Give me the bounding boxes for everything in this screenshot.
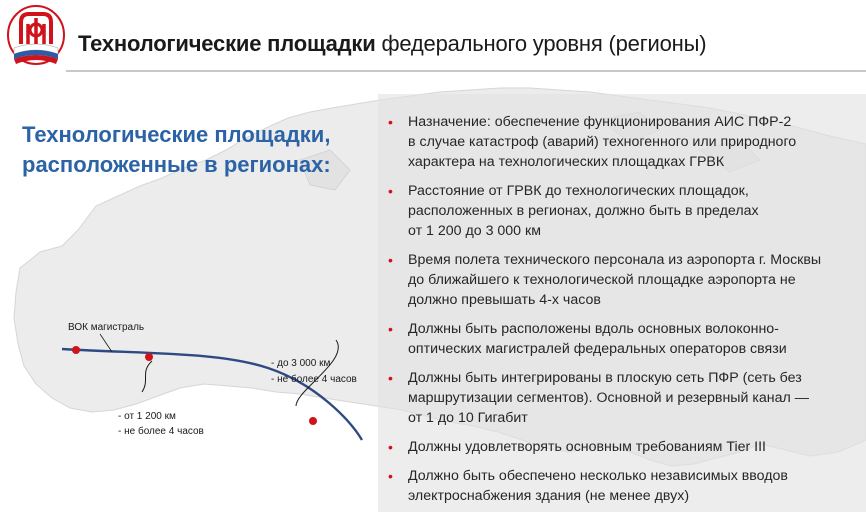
list-item: • Назначение: обеспечение функционирования АИС ПФР-2 в случае катастроф (аварий) техногенного или природного характера на технологических площадках ГРВК: [388, 114, 797, 170]
west-site-distance: - от 1 200 км: [118, 411, 176, 422]
header: [0, 0, 866, 72]
list-item: • Должны быть интегрированы в плоскую сеть ПФР (сеть без маршрутизации сегментов). Основной и резервный канал — от 1 до 10 Гигабит: [388, 370, 809, 426]
bullet-dot-icon: •: [388, 252, 393, 268]
bullet-dot-icon: •: [388, 468, 393, 484]
bullet-dot-icon: •: [388, 114, 393, 130]
subtitle-line-2: расположенные в регионах:: [22, 152, 331, 177]
site-point-east: [309, 417, 317, 425]
pfr-logo-icon: [6, 4, 66, 66]
page-title-bold: Технологические площадки: [78, 31, 376, 56]
list-item: • Расстояние от ГРВК до технологических площадок, расположенных в регионах, должно быть в пределах от 1 200 до 3 000 км: [388, 183, 759, 239]
list-item: • Должны удовлетворять основным требованиям Tier III: [388, 439, 766, 455]
moscow-point: [72, 346, 80, 354]
list-item: • Должны быть расположены вдоль основных волоконно- оптических магистралей федеральных операторов связи: [388, 321, 787, 357]
bullet-dot-icon: •: [388, 183, 393, 199]
bullet-dot-icon: •: [388, 439, 393, 455]
east-site-time: - не более 4 часов: [271, 374, 357, 385]
section-subtitle: [22, 120, 352, 180]
subtitle-line-1: Технологические площадки,: [22, 122, 331, 147]
list-item: • Должно быть обеспечено несколько независимых вводов электроснабжения здания (не менее двух): [388, 468, 788, 504]
bullet-dot-icon: •: [388, 321, 393, 337]
west-site-time: - не более 4 часов: [118, 426, 204, 437]
page-title-rest: федерального уровня (регионы): [375, 31, 707, 56]
bullet-dot-icon: •: [388, 370, 393, 386]
page-title: [78, 31, 706, 57]
header-divider: [66, 70, 866, 72]
requirements-list: [388, 112, 858, 512]
list-item: • Время полета технического персонала из аэропорта г. Москвы до ближайшего к технологической площадке аэропорта не должно превышать 4-х часов: [388, 252, 822, 308]
site-point-west: [145, 353, 153, 361]
east-site-distance: - до 3 000 км: [271, 358, 331, 369]
route-label: ВОК магистраль: [68, 322, 145, 333]
